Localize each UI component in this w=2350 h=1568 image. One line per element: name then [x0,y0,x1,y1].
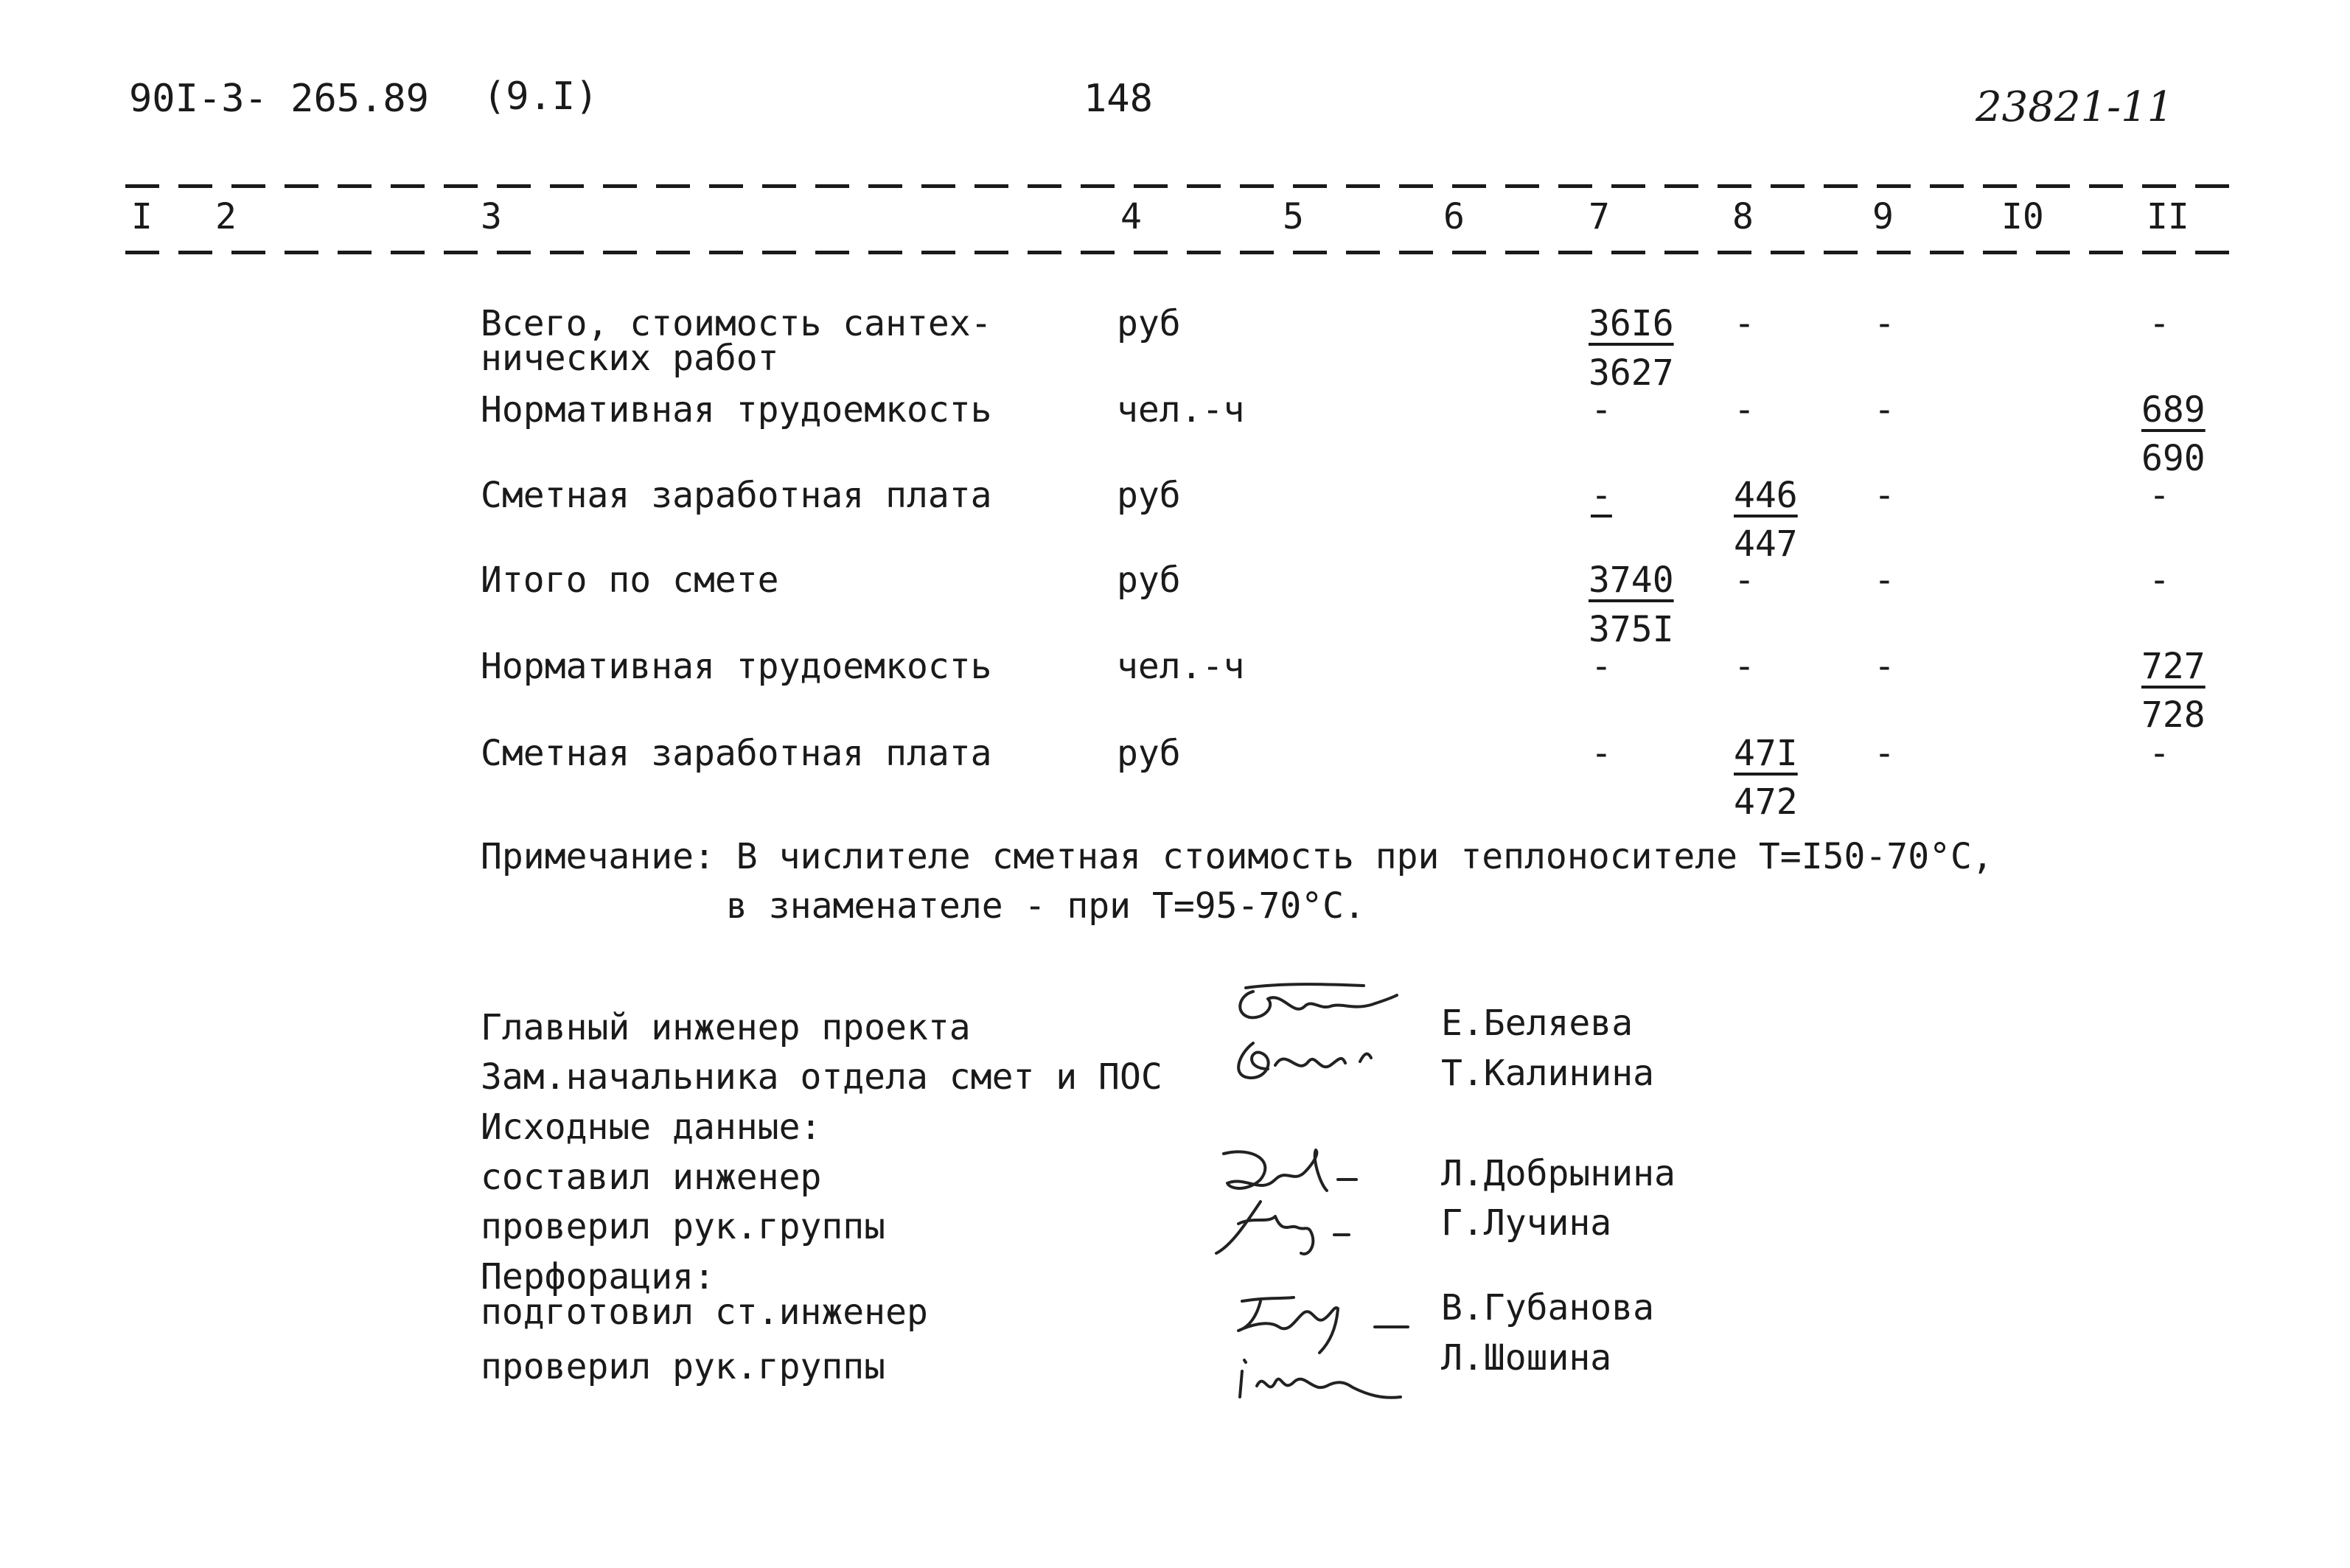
row-3-name: Сметная заработная плата [481,475,992,516]
column-header-6: 6 [1443,196,1465,237]
row-4-unit: руб [1117,560,1181,601]
row-5-col11-denominator: 728 [2141,694,2206,736]
row-1-unit: руб [1117,303,1181,344]
header-rule-bottom [125,251,2241,254]
column-header-9: 9 [1872,196,1894,237]
row-3-col8-denominator: 447 [1734,523,1798,565]
role-chief-engineer: Главный инженер проекта [481,1007,971,1048]
row-6-col11: - [2149,733,2170,774]
page-number: 148 [1084,77,1153,121]
row-4-col11: - [2149,560,2170,601]
section-number: (9.I) [483,74,599,119]
role-checked-by-2: проверил рук.группы [481,1346,886,1387]
row-1-col7-numerator: 36I6 [1589,303,1674,344]
row-6-col9: - [1874,733,1895,774]
row-2-col8: - [1734,389,1755,431]
column-header-4: 4 [1120,196,1142,237]
person-belyaeva: Е.Беляева [1441,1003,1634,1044]
column-header-8: 8 [1732,196,1754,237]
person-gubanova: В.Губанова [1441,1287,1654,1328]
row-4-col7-denominator: 375I [1589,609,1674,650]
header-rule-top [125,184,2241,188]
role-deputy-head: Зам.начальника отдела смет и ПОС [481,1056,1162,1098]
row-1-name-line2: нических работ [481,338,779,379]
person-shoshina: Л.Шошина [1441,1337,1612,1379]
row-5-col8: - [1734,646,1755,687]
row-1-col9: - [1874,303,1895,344]
column-header-10: I0 [2001,196,2044,237]
note-line-2: в знаменателе - при Т=95-70°С. [726,885,1365,927]
row-3-col8-numerator: 446 [1734,475,1798,516]
role-compiled-by: составил инженер [481,1157,822,1198]
column-header-11: II [2147,196,2189,237]
row-5-col11-numerator: 727 [2141,646,2206,687]
archive-number: 23821-11 [1976,83,2174,131]
row-5-col7: - [1591,646,1612,687]
signature-shoshina [1224,1342,1408,1415]
role-prepared-by: подготовил ст.инженер [481,1292,928,1333]
row-1-col11: - [2149,303,2170,344]
row-3-col9: - [1874,475,1895,516]
row-5-name: Нормативная трудоемкость [481,646,992,687]
role-perforation-heading: Перфорация: [481,1256,715,1297]
row-6-col7: - [1591,733,1612,774]
row-6-name: Сметная заработная плата [481,733,992,774]
row-2-col7: - [1591,389,1612,431]
column-header-1: I [131,196,153,237]
note-line-1: Примечание: В числителе сметная стоимость при теплоносителе Т=I50-70°С, [481,836,1993,877]
signature-kalinina [1216,1032,1386,1091]
row-6-col8-denominator: 472 [1734,781,1798,823]
column-header-3: 3 [481,196,502,237]
row-5-unit: чел.-ч [1117,646,1245,687]
row-2-col11-numerator: 689 [2141,389,2206,431]
person-luchina: Г.Лучина [1441,1202,1612,1244]
role-checked-by-1: проверил рук.группы [481,1206,886,1247]
row-2-unit: чел.-ч [1117,389,1245,431]
row-2-col9: - [1874,389,1895,431]
row-4-col7-numerator: 3740 [1589,560,1674,601]
row-6-unit: руб [1117,733,1181,774]
row-1-name-line1: Всего, стоимость сантех- [481,303,992,344]
row-4-col8: - [1734,560,1755,601]
row-6-col8-numerator: 47I [1734,733,1798,774]
signature-luchina [1202,1194,1364,1261]
column-header-5: 5 [1283,196,1304,237]
row-1-col7-denominator: 3627 [1589,352,1674,394]
row-3-col11: - [2149,475,2170,516]
person-kalinina: Т.Калинина [1441,1053,1654,1094]
row-5-col9: - [1874,646,1895,687]
row-3-unit: руб [1117,475,1181,516]
row-2-col11-denominator: 690 [2141,438,2206,479]
row-4-col9: - [1874,560,1895,601]
row-4-name: Итого по смете [481,560,779,601]
document-code: 90I-3- 265.89 [129,77,429,121]
signature-belyaeva [1224,977,1401,1036]
row-2-name: Нормативная трудоемкость [481,389,992,431]
person-dobrynina: Л.Добрынина [1441,1153,1676,1194]
column-header-2: 2 [215,196,237,237]
row-1-col8: - [1734,303,1755,344]
role-source-data-heading: Исходные данные: [481,1107,822,1148]
column-header-7: 7 [1589,196,1610,237]
row-3-col7: - [1591,475,1612,516]
